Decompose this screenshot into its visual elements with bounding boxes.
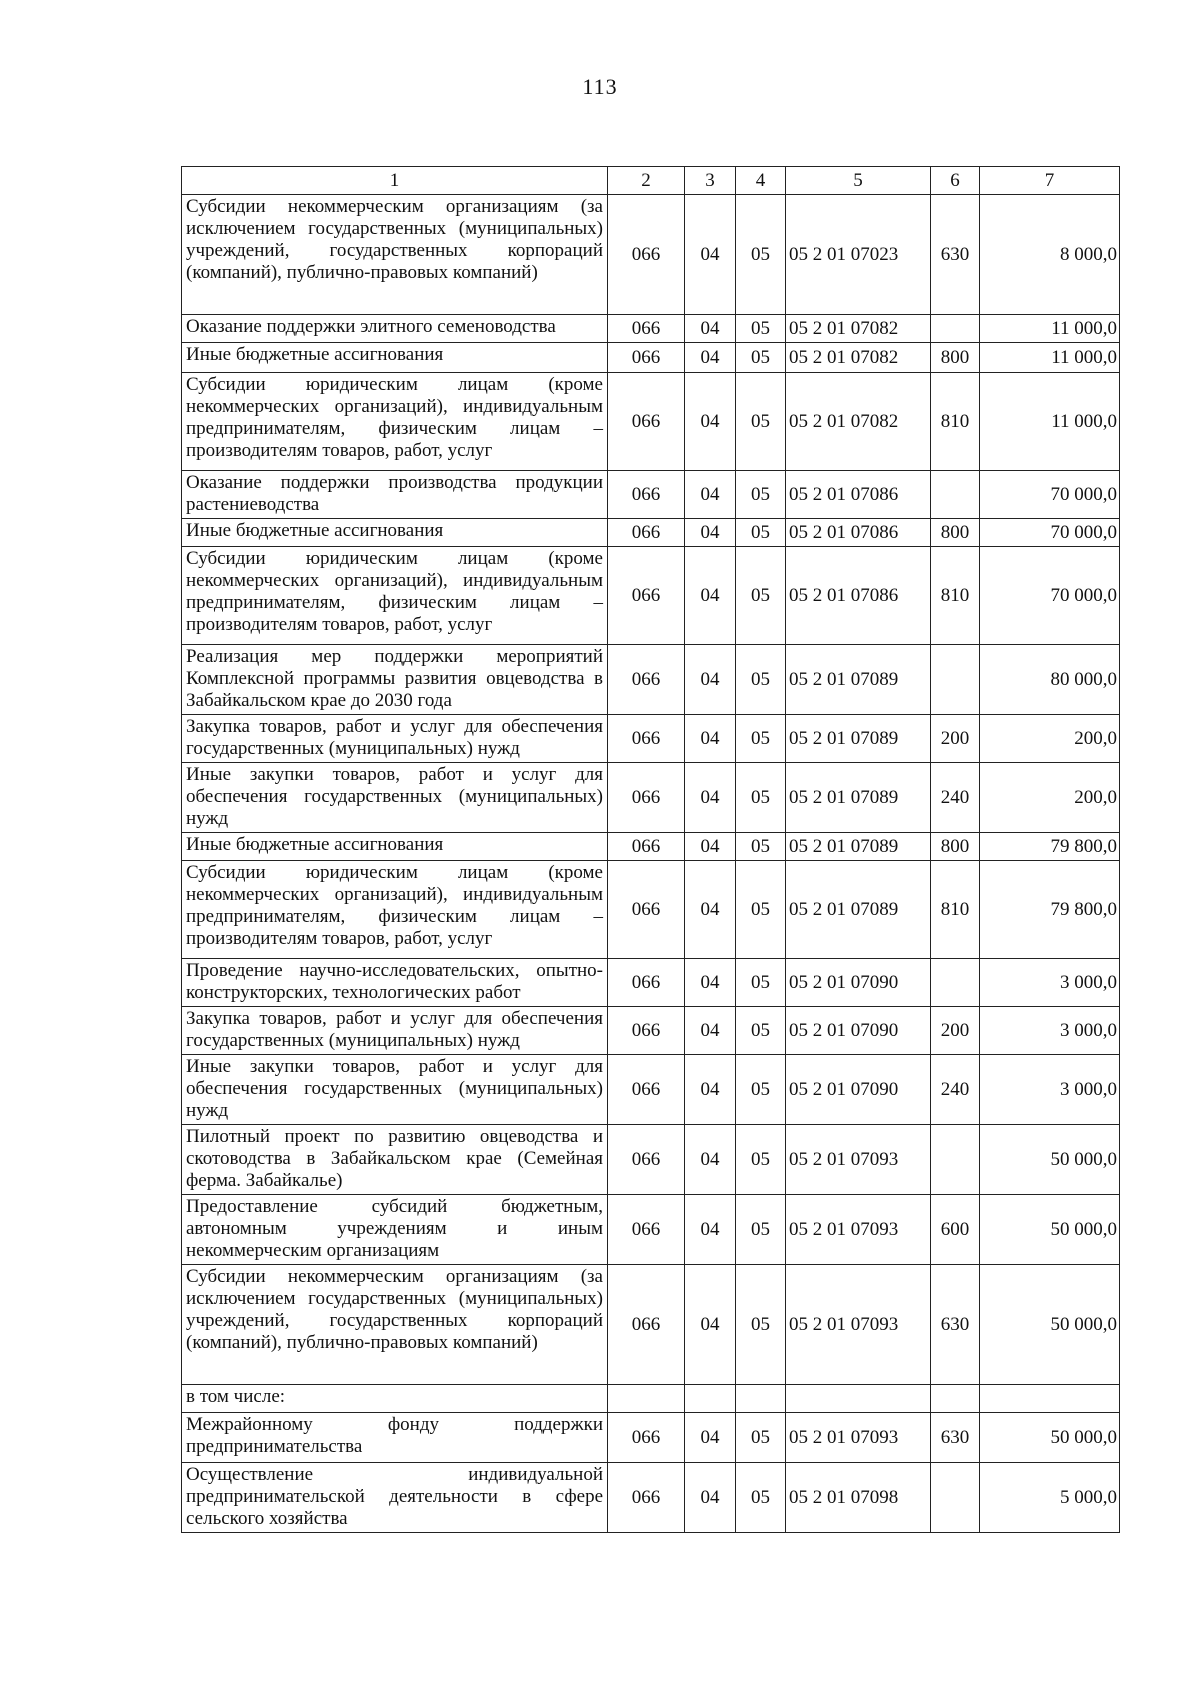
row-cell-6 <box>931 1125 980 1195</box>
row-cell-6: 800 <box>931 343 980 373</box>
table-row <box>182 1413 1120 1463</box>
row-name-cell: Иные закупки товаров, работ и услуг для обеспечения государственных (муниципальных) нужд <box>182 1055 608 1125</box>
row-cell-5: 05 2 01 07086 <box>786 547 931 645</box>
row-cell-7: 50 000,0 <box>980 1125 1120 1195</box>
row-cell-5: 05 2 01 07023 <box>786 195 931 315</box>
row-cell-3: 04 <box>685 1007 736 1055</box>
table-row <box>182 1385 1120 1413</box>
row-cell-7: 3 000,0 <box>980 1007 1120 1055</box>
row-name-cell: Реализация мер поддержки мероприятий Комплексной программы развития овцеводства в Забайкальском крае до 2030 года <box>182 645 608 715</box>
row-cell-7: 80 000,0 <box>980 645 1120 715</box>
row-cell-7: 79 800,0 <box>980 833 1120 861</box>
row-cell-7: 70 000,0 <box>980 547 1120 645</box>
row-cell-7 <box>980 1385 1120 1413</box>
row-cell-4: 05 <box>736 1125 786 1195</box>
row-cell-3: 04 <box>685 547 736 645</box>
header-cell: 4 <box>736 167 786 195</box>
row-cell-4: 05 <box>736 1413 786 1463</box>
row-cell-5: 05 2 01 07090 <box>786 1055 931 1125</box>
row-cell-2: 066 <box>608 645 685 715</box>
table-row <box>182 547 1120 645</box>
row-cell-2: 066 <box>608 1007 685 1055</box>
row-cell-2: 066 <box>608 1265 685 1385</box>
row-cell-6: 800 <box>931 833 980 861</box>
row-cell-4: 05 <box>736 1265 786 1385</box>
row-cell-2: 066 <box>608 343 685 373</box>
row-cell-2: 066 <box>608 547 685 645</box>
row-cell-6: 800 <box>931 519 980 547</box>
row-cell-6: 200 <box>931 1007 980 1055</box>
row-cell-6: 810 <box>931 547 980 645</box>
row-cell-4: 05 <box>736 519 786 547</box>
row-name-cell: Межрайонному фонду поддержки предпринимательства <box>182 1413 608 1463</box>
row-cell-2: 066 <box>608 1125 685 1195</box>
row-cell-7: 3 000,0 <box>980 959 1120 1007</box>
row-cell-6: 600 <box>931 1195 980 1265</box>
row-cell-2: 066 <box>608 833 685 861</box>
table-row <box>182 645 1120 715</box>
row-cell-5: 05 2 01 07082 <box>786 373 931 471</box>
row-cell-4: 05 <box>736 195 786 315</box>
row-cell-7: 70 000,0 <box>980 471 1120 519</box>
table-row <box>182 1125 1120 1195</box>
header-cell: 7 <box>980 167 1120 195</box>
row-cell-7: 200,0 <box>980 715 1120 763</box>
row-cell-2: 066 <box>608 763 685 833</box>
table-row <box>182 373 1120 471</box>
row-cell-3: 04 <box>685 343 736 373</box>
row-cell-5: 05 2 01 07089 <box>786 763 931 833</box>
row-cell-3: 04 <box>685 471 736 519</box>
row-cell-2: 066 <box>608 1463 685 1533</box>
row-cell-2: 066 <box>608 519 685 547</box>
row-cell-7: 11 000,0 <box>980 343 1120 373</box>
row-cell-5: 05 2 01 07093 <box>786 1195 931 1265</box>
row-name-cell: Предоставление субсидий бюджетным, автономным учреждениям и иным некоммерческим организациям <box>182 1195 608 1265</box>
budget-table <box>181 166 1120 1533</box>
row-cell-7: 11 000,0 <box>980 373 1120 471</box>
row-cell-2: 066 <box>608 315 685 343</box>
row-cell-4: 05 <box>736 1055 786 1125</box>
table-row <box>182 1007 1120 1055</box>
table-row <box>182 471 1120 519</box>
row-cell-5 <box>786 1385 931 1413</box>
row-cell-5: 05 2 01 07089 <box>786 645 931 715</box>
row-cell-6 <box>931 645 980 715</box>
row-cell-2: 066 <box>608 1055 685 1125</box>
row-cell-6 <box>931 1385 980 1413</box>
row-cell-5: 05 2 01 07090 <box>786 1007 931 1055</box>
row-cell-3: 04 <box>685 315 736 343</box>
header-cell: 2 <box>608 167 685 195</box>
row-cell-3: 04 <box>685 959 736 1007</box>
row-cell-4: 05 <box>736 763 786 833</box>
header-cell: 1 <box>182 167 608 195</box>
row-cell-2 <box>608 1385 685 1413</box>
row-cell-3: 04 <box>685 1055 736 1125</box>
table-row <box>182 195 1120 315</box>
row-cell-5: 05 2 01 07089 <box>786 861 931 959</box>
page-number: 113 <box>582 74 618 99</box>
row-cell-7: 3 000,0 <box>980 1055 1120 1125</box>
row-cell-2: 066 <box>608 959 685 1007</box>
row-name-cell: Иные бюджетные ассигнования <box>182 519 608 547</box>
row-cell-7: 50 000,0 <box>980 1265 1120 1385</box>
row-name-cell: Субсидии юридическим лицам (кроме некоммерческих организаций), индивидуальным предпринимателям, физическим лицам – производителям товаров, работ, услуг <box>182 547 608 645</box>
row-cell-5: 05 2 01 07090 <box>786 959 931 1007</box>
row-cell-7: 79 800,0 <box>980 861 1120 959</box>
row-cell-4: 05 <box>736 471 786 519</box>
row-cell-3: 04 <box>685 195 736 315</box>
row-name-cell: Субсидии юридическим лицам (кроме некоммерческих организаций), индивидуальным предпринимателям, физическим лицам – производителям товаров, работ, услуг <box>182 861 608 959</box>
row-name-cell: Закупка товаров, работ и услуг для обеспечения государственных (муниципальных) нужд <box>182 715 608 763</box>
row-cell-4: 05 <box>736 861 786 959</box>
row-cell-4: 05 <box>736 343 786 373</box>
row-cell-5: 05 2 01 07082 <box>786 343 931 373</box>
row-cell-5: 05 2 01 07086 <box>786 519 931 547</box>
row-name-cell: Закупка товаров, работ и услуг для обеспечения государственных (муниципальных) нужд <box>182 1007 608 1055</box>
row-cell-3: 04 <box>685 833 736 861</box>
row-cell-7: 5 000,0 <box>980 1463 1120 1533</box>
row-cell-7: 50 000,0 <box>980 1413 1120 1463</box>
table-row <box>182 1463 1120 1533</box>
row-cell-5: 05 2 01 07086 <box>786 471 931 519</box>
row-cell-4: 05 <box>736 373 786 471</box>
table-row <box>182 1055 1120 1125</box>
row-cell-4: 05 <box>736 959 786 1007</box>
row-name-cell: Иные бюджетные ассигнования <box>182 343 608 373</box>
row-cell-3: 04 <box>685 1463 736 1533</box>
row-cell-4: 05 <box>736 833 786 861</box>
row-cell-6 <box>931 959 980 1007</box>
header-cell: 5 <box>786 167 931 195</box>
row-cell-3 <box>685 1385 736 1413</box>
table-row <box>182 1195 1120 1265</box>
row-cell-6 <box>931 471 980 519</box>
header-cell: 3 <box>685 167 736 195</box>
row-cell-4: 05 <box>736 1195 786 1265</box>
row-name-cell: Проведение научно-исследовательских, опытно-конструкторских, технологических работ <box>182 959 608 1007</box>
row-cell-6: 630 <box>931 1413 980 1463</box>
row-name-cell: Иные закупки товаров, работ и услуг для обеспечения государственных (муниципальных) нужд <box>182 763 608 833</box>
row-cell-6: 200 <box>931 715 980 763</box>
row-cell-2: 066 <box>608 861 685 959</box>
row-cell-3: 04 <box>685 519 736 547</box>
table-row <box>182 519 1120 547</box>
row-cell-7: 8 000,0 <box>980 195 1120 315</box>
table-row <box>182 715 1120 763</box>
row-name-cell: Субсидии некоммерческим организациям (за исключением государственных (муниципальных) учреждений, государственных корпораций (компаний), публично-правовых компаний) <box>182 195 608 315</box>
row-cell-4: 05 <box>736 547 786 645</box>
row-cell-3: 04 <box>685 373 736 471</box>
row-cell-2: 066 <box>608 1195 685 1265</box>
row-cell-6: 630 <box>931 1265 980 1385</box>
row-name-cell: Оказание поддержки производства продукции растениеводства <box>182 471 608 519</box>
row-cell-3: 04 <box>685 1265 736 1385</box>
table-row <box>182 343 1120 373</box>
header-cell: 6 <box>931 167 980 195</box>
row-cell-4: 05 <box>736 1463 786 1533</box>
row-cell-4 <box>736 1385 786 1413</box>
row-cell-7: 11 000,0 <box>980 315 1120 343</box>
row-cell-3: 04 <box>685 1413 736 1463</box>
row-name-cell: Оказание поддержки элитного семеноводства <box>182 315 608 343</box>
row-cell-3: 04 <box>685 861 736 959</box>
row-cell-5: 05 2 01 07089 <box>786 833 931 861</box>
row-cell-7: 50 000,0 <box>980 1195 1120 1265</box>
row-name-cell: Субсидии юридическим лицам (кроме некоммерческих организаций), индивидуальным предпринимателям, физическим лицам – производителям товаров, работ, услуг <box>182 373 608 471</box>
row-cell-5: 05 2 01 07082 <box>786 315 931 343</box>
row-cell-3: 04 <box>685 1125 736 1195</box>
row-cell-5: 05 2 01 07089 <box>786 715 931 763</box>
row-cell-6: 240 <box>931 763 980 833</box>
table-row <box>182 763 1120 833</box>
row-cell-3: 04 <box>685 715 736 763</box>
row-cell-3: 04 <box>685 645 736 715</box>
table-row <box>182 861 1120 959</box>
row-cell-2: 066 <box>608 715 685 763</box>
row-cell-6: 630 <box>931 195 980 315</box>
row-cell-5: 05 2 01 07098 <box>786 1463 931 1533</box>
row-name-cell: Субсидии некоммерческим организациям (за исключением государственных (муниципальных) учреждений, государственных корпораций (компаний), публично-правовых компаний) <box>182 1265 608 1385</box>
table-row <box>182 833 1120 861</box>
row-name-cell: Пилотный проект по развитию овцеводства и скотоводства в Забайкальском крае (Семейная ферма. Забайкалье) <box>182 1125 608 1195</box>
row-cell-3: 04 <box>685 763 736 833</box>
row-cell-2: 066 <box>608 471 685 519</box>
table-header-row <box>182 167 1120 195</box>
row-cell-7: 200,0 <box>980 763 1120 833</box>
row-cell-2: 066 <box>608 373 685 471</box>
row-cell-5: 05 2 01 07093 <box>786 1265 931 1385</box>
row-cell-5: 05 2 01 07093 <box>786 1125 931 1195</box>
table-row <box>182 315 1120 343</box>
row-cell-6 <box>931 315 980 343</box>
row-cell-4: 05 <box>736 645 786 715</box>
row-cell-3: 04 <box>685 1195 736 1265</box>
row-cell-7: 70 000,0 <box>980 519 1120 547</box>
row-cell-6: 810 <box>931 373 980 471</box>
table-row <box>182 959 1120 1007</box>
row-cell-5: 05 2 01 07093 <box>786 1413 931 1463</box>
row-cell-2: 066 <box>608 1413 685 1463</box>
row-cell-6: 240 <box>931 1055 980 1125</box>
row-cell-4: 05 <box>736 1007 786 1055</box>
row-name-cell: в том числе: <box>182 1385 608 1413</box>
row-name-cell: Иные бюджетные ассигнования <box>182 833 608 861</box>
row-cell-4: 05 <box>736 315 786 343</box>
row-cell-6: 810 <box>931 861 980 959</box>
table-row <box>182 1265 1120 1385</box>
row-name-cell: Осуществление индивидуальной предпринимательской деятельности в сфере сельского хозяйства <box>182 1463 608 1533</box>
row-cell-6 <box>931 1463 980 1533</box>
row-cell-4: 05 <box>736 715 786 763</box>
row-cell-2: 066 <box>608 195 685 315</box>
